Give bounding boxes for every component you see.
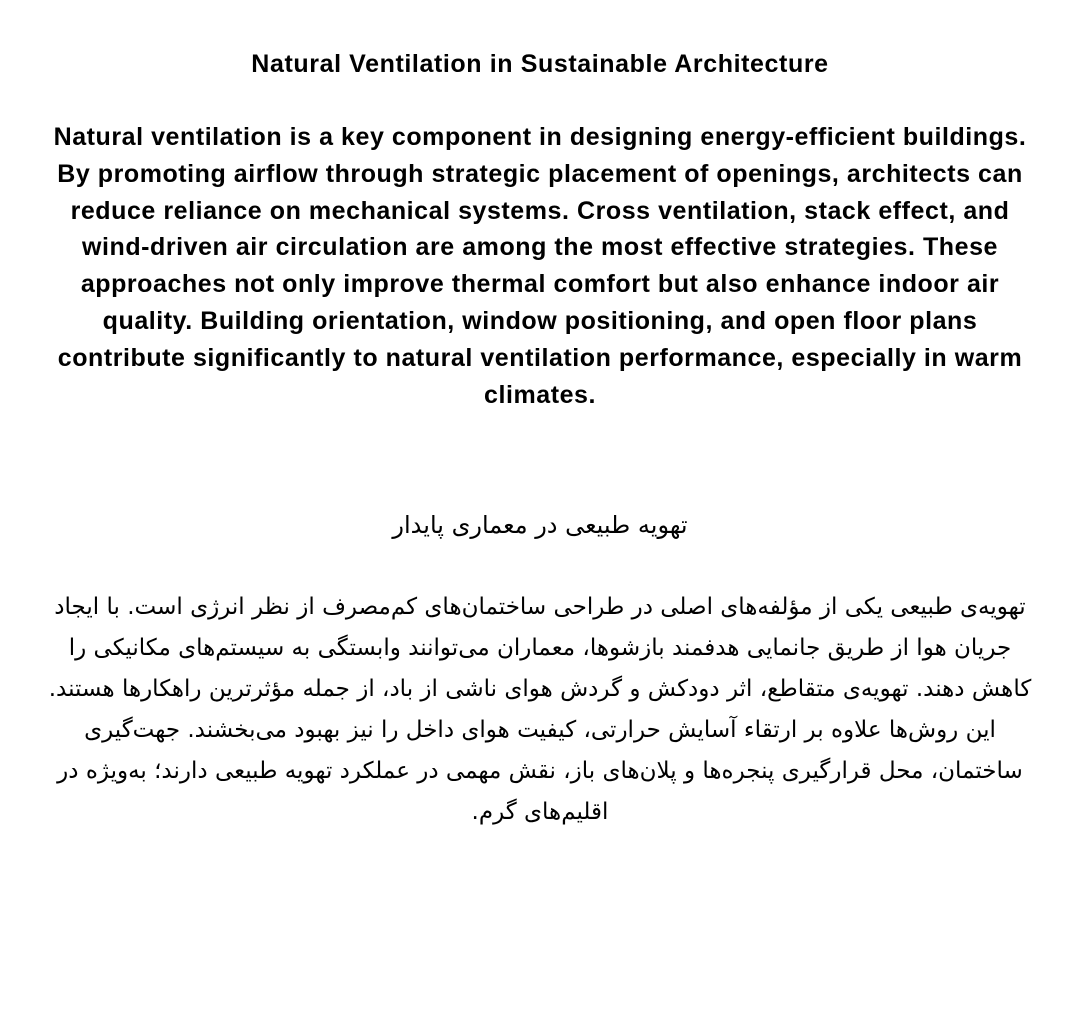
english-paragraph: Natural ventilation is a key component in designing energy-efficient buildings. By promoting airflow through strategic placement of openings, architects can reduce reliance on mechanical systems. Cross ventilation, stack effect, and wind-driven air circulation are among the most effective strategies. These approaches not only improve thermal comfort but also enhance indoor air quality. Building orientation, window positioning, and open floor plans contribute significantly to natural ventilation performance, especially in warm climates. xyxy=(53,123,1027,409)
persian-paragraph: تهویه‌ی طبیعی یکی از مؤلفه‌های اصلی در طراحی ساختمان‌های کم‌مصرف از نظر انرژی است. با ایجاد جریان هوا از طریق جانمایی هدفمند بازشوها، معماران می‌توانند وابستگی به سیستم‌های مکانیکی را کاهش دهند. تهویه‌ی متقاطع، اثر دودکش و گردش هوای ناشی از باد، از جمله مؤثرترین راهکارها هستند. این روش‌ها علاوه بر ارتقاء آسایش حرارتی، کیفیت هوای داخل را نیز بهبود می‌بخشند. جهت‌گیری ساختمان، محل قرارگیری پنجره‌ها و پلان‌های باز، نقش مهمی در عملکرد تهویه طبیعی دارند؛ به‌ویژه در اقلیم‌های گرم. xyxy=(48,594,1032,825)
english-title: Natural Ventilation in Sustainable Architecture xyxy=(251,50,829,78)
persian-title: تهویه طبیعی در معماری پایدار xyxy=(392,511,688,539)
